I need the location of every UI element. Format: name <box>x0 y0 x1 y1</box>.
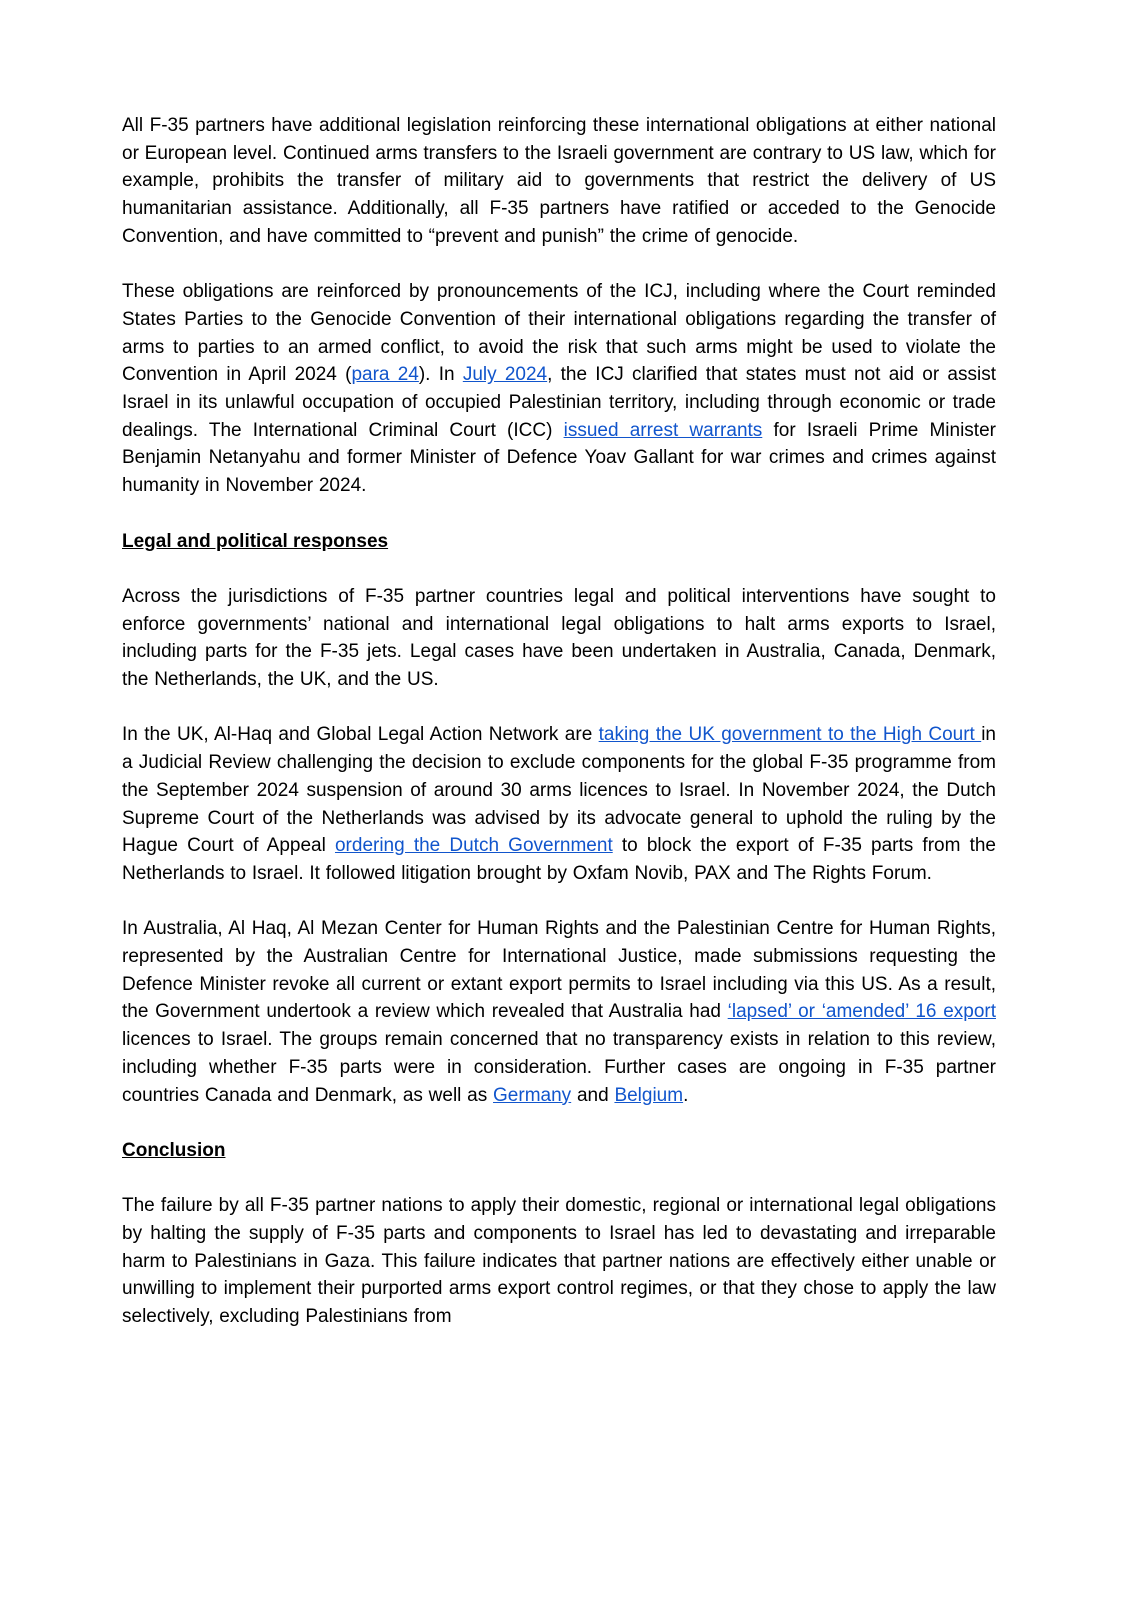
text-run: In Australia, Al Haq, Al Mezan Center for Human Rights and the Palestinian Centre for Human Rights, represented by the Australian Centre for International Justice, made submissions requesting the Defence Minister revoke all current or extant export permits to Israel including via this US. As a result, the Government undertook a review which revealed that Australia had <box>122 918 996 1023</box>
text-run: Across the jurisdictions of F-35 partner countries legal and political interventions have sought to enforce governments’ national and international legal obligations to halt arms exports to Israel, including parts for the F-35 jets. Legal cases have been undertaken in Australia, Canada, Denmark, the Netherlands, the UK, and the US. <box>122 585 996 691</box>
section-heading <box>122 528 996 556</box>
paragraph <box>122 583 996 694</box>
text-run: Legal and political responses <box>122 530 389 552</box>
paragraph <box>122 721 996 887</box>
document-content <box>122 112 996 1331</box>
text-run: All F-35 partners have additional legislation reinforcing these international obligations at either national or European level. Continued arms transfers to the Israeli government are contrary to US law, which for example, prohibits the transfer of military aid to governments that restrict the delivery of US humanitarian assistance. Additionally, all F-35 partners have ratified or acceded to the Genocide Convention, and have committed to “prevent and punish” the crime of genocide. <box>122 115 996 247</box>
paragraph <box>122 915 996 1109</box>
link-july-2024[interactable]: July 2024 <box>462 364 548 386</box>
section-heading <box>122 1137 996 1165</box>
link-lapsed-or-amended-16-export[interactable]: ‘lapsed’ or ‘amended’ 16 export <box>727 1001 996 1023</box>
text-run: The failure by all F-35 partner nations to apply their domestic, regional or international legal obligations by halting the supply of F-35 parts and components to Israel has led to devastating and irreparable harm to Palestinians in Gaza. This failure indicates that partner nations are effectively either unable or unwilling to implement their purported arms export control regimes, or that they chose to apply the law selectively, excluding Palestinians from <box>122 1195 996 1328</box>
text-run: , the ICJ clarified that states must not aid or assist Israel in its unlawful occupation of occupied Palestinian territory, including through economic or trade dealings. The International Criminal Court (ICC) <box>122 364 997 441</box>
link-belgium[interactable]: Belgium <box>614 1084 684 1106</box>
paragraph <box>122 112 996 251</box>
link-issued-arrest-warrants[interactable]: issued arrest warrants <box>563 419 763 441</box>
text-run: licences to Israel. The groups remain concerned that no transparency exists in relation to this review, including whether F-35 parts were in consideration. Further cases are ongoing in F-35 partner countries Canada and Denmark, as well as <box>122 1029 996 1106</box>
text-run: These obligations are reinforced by pronouncements of the ICJ, including where the Court reminded States Parties to the Genocide Convention of their international obligations regarding the transfer of arms to parties to an armed conflict, to avoid the risk that such arms might be used to violate the Convention in April 2024 ( <box>122 281 996 386</box>
text-run: for Israeli Prime Minister Benjamin Netanyahu and former Minister of Defence Yoav Gallant for war crimes and crimes against humanity in November 2024. <box>122 419 996 497</box>
text-run: ). In <box>418 364 463 386</box>
link-para-24[interactable]: para 24 <box>351 364 419 386</box>
text-run: in a Judicial Review challenging the decision to exclude components for the global F-35 programme from the September 2024 suspension of around 30 arms licences to Israel. In November 2024, the Dutch Supreme Court of the Netherlands was advised by its advocate general to uphold the ruling by the Hague Court of Appeal <box>122 724 996 857</box>
text-run: and <box>571 1084 615 1106</box>
paragraph <box>122 278 996 500</box>
text-run: In the UK, Al-Haq and Global Legal Action Network are <box>122 724 599 746</box>
link-germany[interactable]: Germany <box>493 1084 572 1106</box>
link-taking-uk-government-high-court[interactable]: taking the UK government to the High Court <box>598 724 982 746</box>
paragraph <box>122 1192 996 1331</box>
text-run: to block the export of F-35 parts from the Netherlands to Israel. It followed litigation brought by Oxfam Novib, PAX and The Rights Forum. <box>122 835 996 884</box>
text-run: . <box>683 1084 689 1106</box>
text-run: Conclusion <box>122 1139 226 1161</box>
link-ordering-dutch-government[interactable]: ordering the Dutch Government <box>334 835 613 857</box>
